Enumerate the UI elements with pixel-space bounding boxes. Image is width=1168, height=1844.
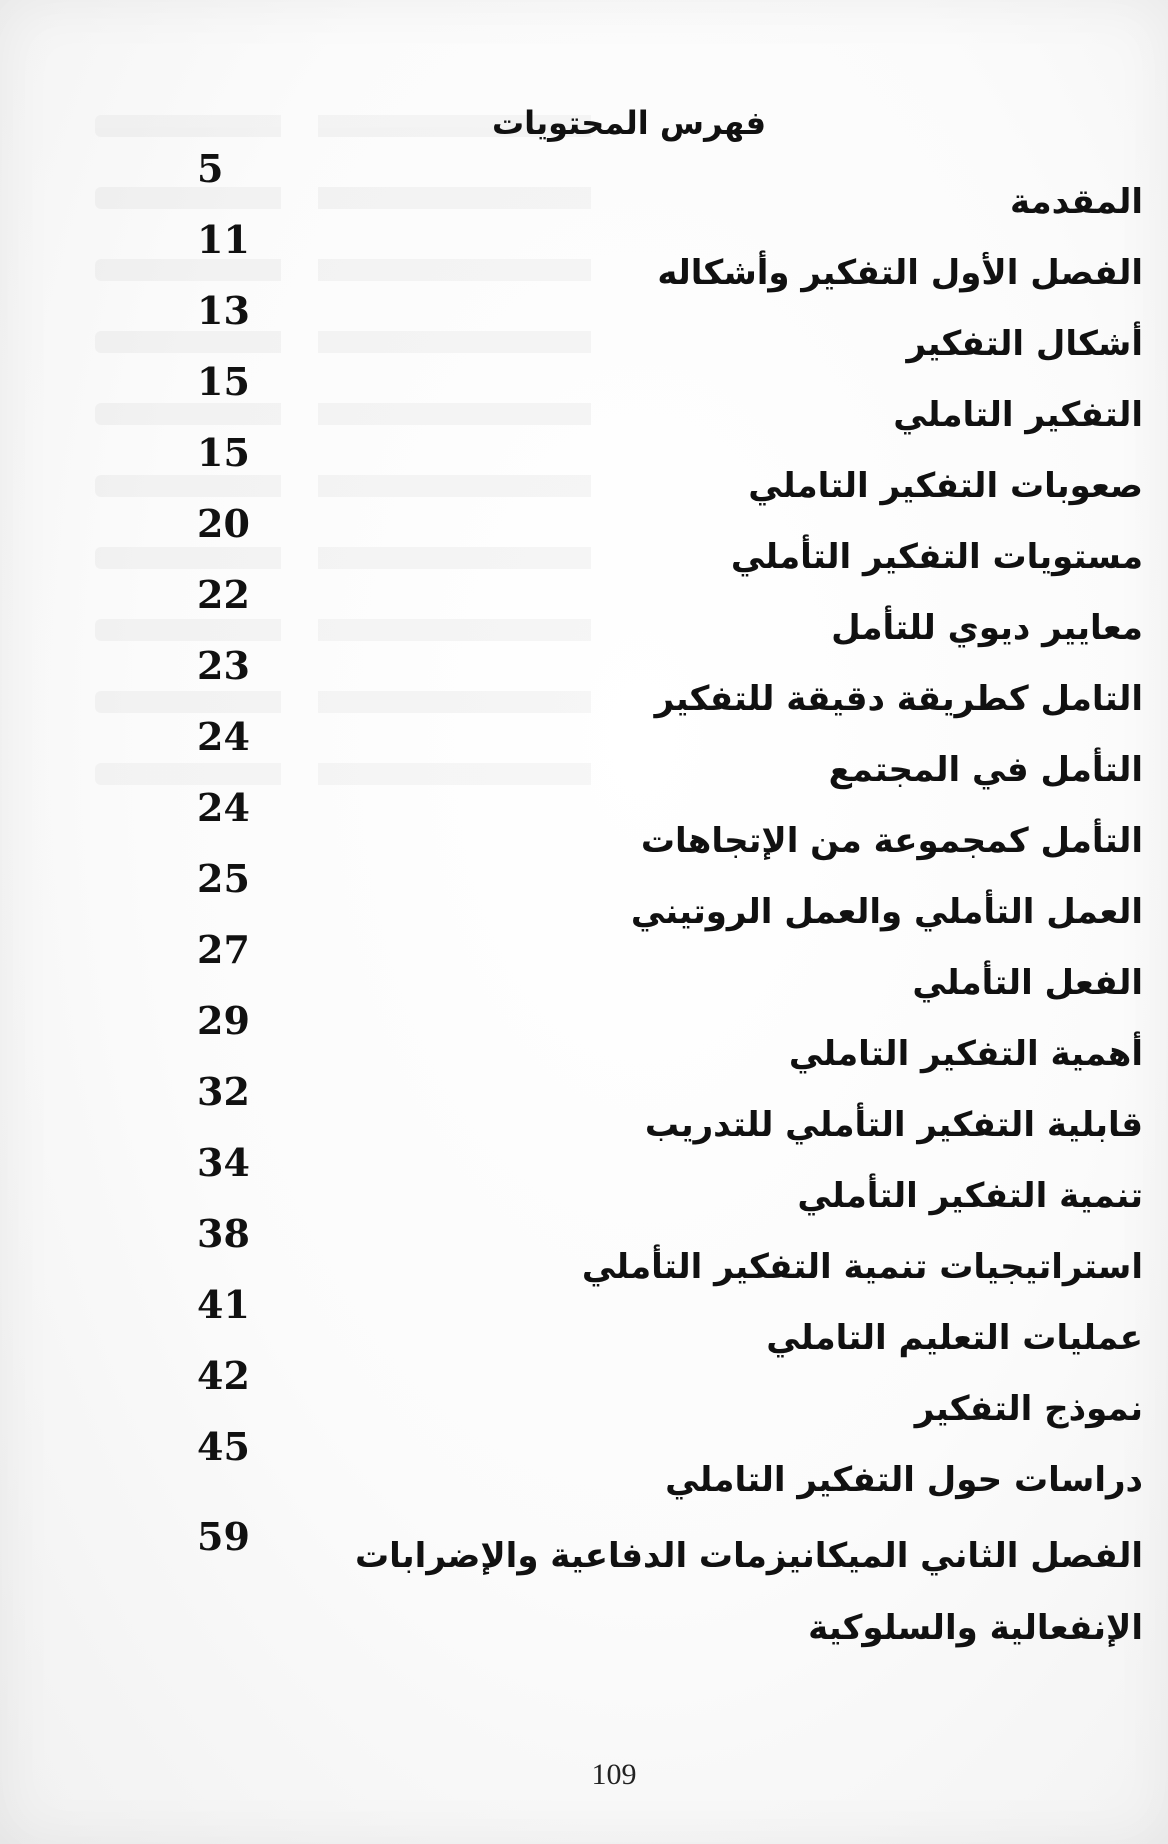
toc-entry (185, 359, 1143, 449)
toc-entry-label: أشكال التفكير (906, 324, 1143, 364)
toc-entry-label: الفصل الأول التفكير وأشكاله (657, 253, 1143, 293)
toc-entry (185, 501, 1143, 591)
toc-entry-label: أهمية التفكير التاملي (788, 1034, 1143, 1074)
toc-entry (185, 643, 1143, 733)
toc-entry (185, 1140, 1143, 1230)
toc-entry-label: صعوبات التفكير التاملي (748, 466, 1143, 506)
toc-entry-label: التأمل في المجتمع (828, 750, 1143, 790)
toc-entry-label: قابلية التفكير التأملي للتدريب (644, 1105, 1143, 1145)
toc-entry-page: 15 (197, 359, 250, 404)
toc-entry-label: عمليات التعليم التاملي (766, 1318, 1143, 1358)
toc-title: فهرس المحتويات (491, 104, 767, 142)
toc-entry-label: استراتيجيات تنمية التفكير التأملي (581, 1247, 1143, 1287)
toc-entry (185, 572, 1143, 662)
toc-entry-page: 38 (197, 1211, 250, 1256)
toc-entry (185, 998, 1143, 1088)
toc-entry (185, 288, 1143, 378)
toc-entry-page: 11 (197, 217, 250, 262)
toc-entry-page: 20 (197, 501, 250, 546)
toc-entry-label: الفصل الثاني الميكانيزمات الدفاعية والإضرابات الإنفعالية والسلوكية (354, 1536, 1143, 1648)
toc-entry-page: 5 (197, 146, 224, 191)
toc-entry-page: 29 (197, 998, 250, 1043)
toc-entry (185, 430, 1143, 520)
toc-entry (185, 1353, 1143, 1443)
toc-entry-label: التامل كطريقة دقيقة للتفكير (654, 679, 1143, 719)
toc-entry-page: 45 (197, 1424, 250, 1469)
toc-entry-page: 27 (197, 927, 250, 972)
toc-entry-page: 24 (197, 714, 250, 759)
toc-entry-page: 32 (197, 1069, 250, 1114)
toc-entry-page: 13 (197, 288, 250, 333)
toc-entry-page: 41 (197, 1282, 250, 1327)
toc-entry (185, 217, 1143, 307)
toc-entry-label: التأمل كمجموعة من الإتجاهات (640, 821, 1143, 861)
toc-entry-page: 23 (197, 643, 250, 688)
toc-entry-label: الفعل التأملي (912, 963, 1143, 1003)
toc-entry-label: العمل التأملي والعمل الروتيني (630, 892, 1143, 932)
toc-entry-page: 24 (197, 785, 250, 830)
toc-entry (185, 1424, 1143, 1514)
page-number: 109 (591, 1758, 637, 1791)
toc-entry (185, 146, 1143, 236)
toc-entry-label: نموذج التفكير (914, 1389, 1143, 1429)
toc-entry (185, 1282, 1143, 1372)
toc-entry-page: 34 (197, 1140, 250, 1185)
toc-entry-page: 15 (197, 430, 250, 475)
toc-entry-label: معايير ديوي للتأمل (831, 608, 1143, 648)
toc-entry-label: تنمية التفكير التأملي (797, 1176, 1143, 1216)
toc-entry (185, 785, 1143, 875)
toc-entry-page: 22 (197, 572, 250, 617)
toc-entry-label: دراسات حول التفكير التاملي (665, 1460, 1143, 1500)
toc-entry (185, 1069, 1143, 1159)
toc-entry (185, 1514, 1143, 1670)
toc-entry (185, 714, 1143, 804)
toc-entry-label: التفكير التاملي (893, 395, 1143, 435)
toc-entry (185, 1211, 1143, 1301)
toc-entry-label: مستويات التفكير التأملي (730, 537, 1143, 577)
toc-entry-page: 42 (197, 1353, 250, 1398)
toc-entry (185, 927, 1143, 1017)
toc-entry-label: المقدمة (1010, 182, 1143, 222)
toc-entry (185, 856, 1143, 946)
toc-entry-page: 59 (197, 1514, 250, 1559)
toc-entry-page: 25 (197, 856, 250, 901)
